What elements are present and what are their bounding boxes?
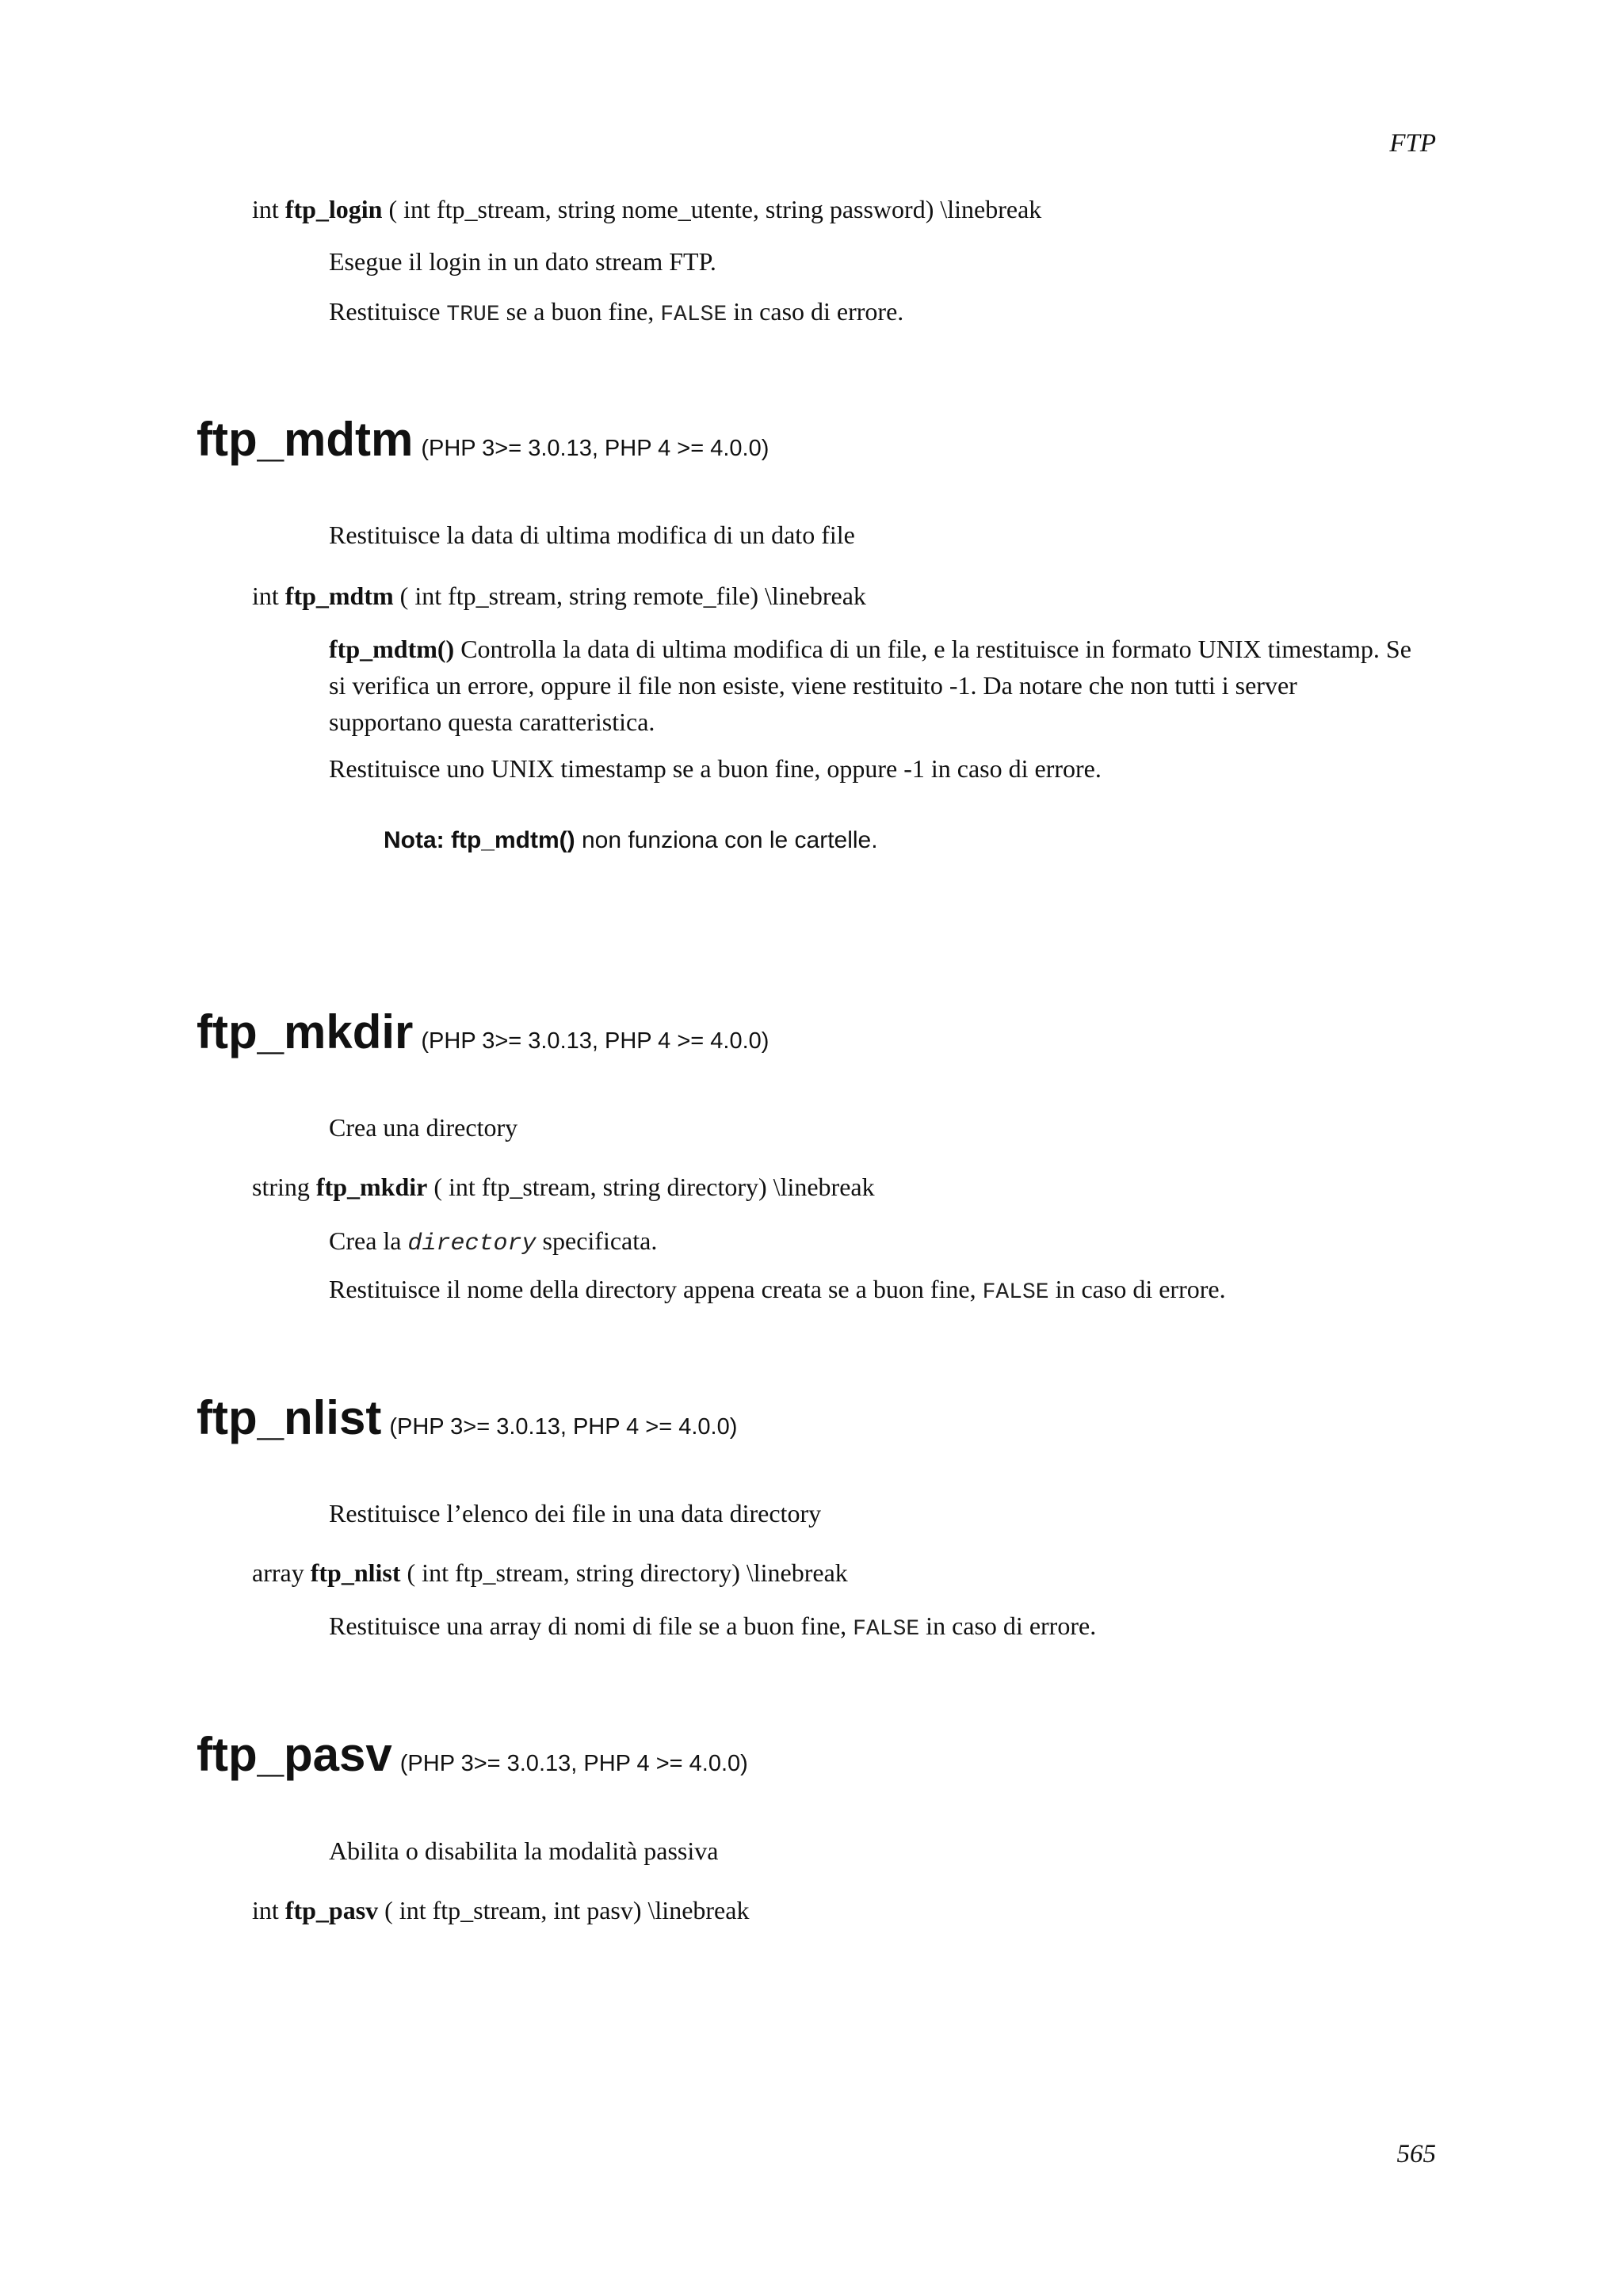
ftp-login-description: Esegue il login in un dato stream FTP. <box>329 247 716 276</box>
ftp-mdtm-description: ftp_mdtm() Controlla la data di ultima modifica di un file, e la restituisce in formato UNIX timestamp. Se si verifica un errore, oppure il file non esiste, viene restituito -1. Da notare che non tutti i server supportano questa caratteristica. <box>329 635 1411 736</box>
function-name: ftp_login <box>285 195 383 223</box>
ftp-login-signature <box>252 195 1041 224</box>
function-name: ftp_mdtm() <box>451 827 575 853</box>
note-label: Nota: <box>384 827 445 853</box>
ftp-mdtm-returns: Restituisce uno UNIX timestamp se a buon fine, oppure -1 in caso di errore. <box>329 754 1102 783</box>
function-title: ftp_nlist <box>197 1391 382 1444</box>
ftp-mkdir-description: Crea la directory specificata. <box>329 1226 658 1257</box>
ftp-mdtm-purpose: Restituisce la data di ultima modifica di un dato file <box>329 521 855 549</box>
function-title: ftp_mkdir <box>197 1005 414 1058</box>
version-info: (PHP 3>= 3.0.13, PHP 4 >= 4.0.0) <box>399 1751 748 1776</box>
function-name: ftp_mkdir <box>315 1173 428 1201</box>
version-info: (PHP 3>= 3.0.13, PHP 4 >= 4.0.0) <box>421 436 769 461</box>
ftp-mdtm-heading <box>197 412 769 467</box>
function-name: ftp_pasv <box>285 1896 379 1924</box>
version-info: (PHP 3>= 3.0.13, PHP 4 >= 4.0.0) <box>389 1414 738 1440</box>
return-type: string <box>252 1173 310 1201</box>
return-type: int <box>252 582 279 610</box>
ftp-mkdir-returns: Restituisce il nome della directory appena creata se a buon fine, FALSE in caso di errore. <box>329 1275 1226 1305</box>
false-constant: FALSE <box>853 1617 920 1642</box>
ftp-pasv-purpose: Abilita o disabilita la modalità passiva <box>329 1836 719 1865</box>
return-type: int <box>252 195 279 223</box>
ftp-mkdir-purpose: Crea una directory <box>329 1113 518 1142</box>
params: ( int ftp_stream, int pasv) \linebreak <box>384 1896 750 1924</box>
function-title: ftp_mdtm <box>197 413 414 466</box>
ftp-login-returns: Restituisce TRUE se a buon fine, FALSE in caso di errore. <box>329 297 904 327</box>
function-title: ftp_pasv <box>197 1728 392 1781</box>
ftp-mkdir-heading <box>197 1005 769 1059</box>
params: ( int ftp_stream, string directory) \linebreak <box>407 1558 848 1587</box>
function-name: ftp_nlist <box>310 1558 401 1587</box>
ftp-nlist-returns: Restituisce una array di nomi di file se a buon fine, FALSE in caso di errore. <box>329 1611 1097 1642</box>
ftp-pasv-heading <box>197 1727 748 1782</box>
param-name: directory <box>407 1230 537 1257</box>
ftp-nlist-signature <box>252 1558 848 1588</box>
running-header: FTP <box>1389 129 1436 158</box>
ftp-mdtm-signature <box>252 582 866 611</box>
ftp-pasv-signature <box>252 1896 749 1925</box>
ftp-nlist-purpose: Restituisce l’elenco dei file in una data directory <box>329 1499 822 1527</box>
return-type: array <box>252 1558 304 1587</box>
params: ( int ftp_stream, string remote_file) \linebreak <box>399 582 866 610</box>
function-name: ftp_mdtm() <box>329 635 455 663</box>
ftp-mdtm-note: Nota: ftp_mdtm() non funziona con le cartelle. <box>384 827 878 853</box>
params: ( int ftp_stream, string nome_utente, string password) \linebreak <box>388 195 1042 223</box>
params: ( int ftp_stream, string directory) \linebreak <box>433 1173 875 1201</box>
ftp-nlist-heading <box>197 1390 737 1445</box>
page-number: 565 <box>1396 2140 1436 2168</box>
version-info: (PHP 3>= 3.0.13, PHP 4 >= 4.0.0) <box>421 1028 769 1054</box>
ftp-mkdir-signature <box>252 1173 875 1202</box>
false-constant: FALSE <box>660 303 727 327</box>
function-name: ftp_mdtm <box>285 582 394 610</box>
true-constant: TRUE <box>446 303 500 327</box>
false-constant: FALSE <box>982 1280 1049 1305</box>
return-type: int <box>252 1896 279 1924</box>
